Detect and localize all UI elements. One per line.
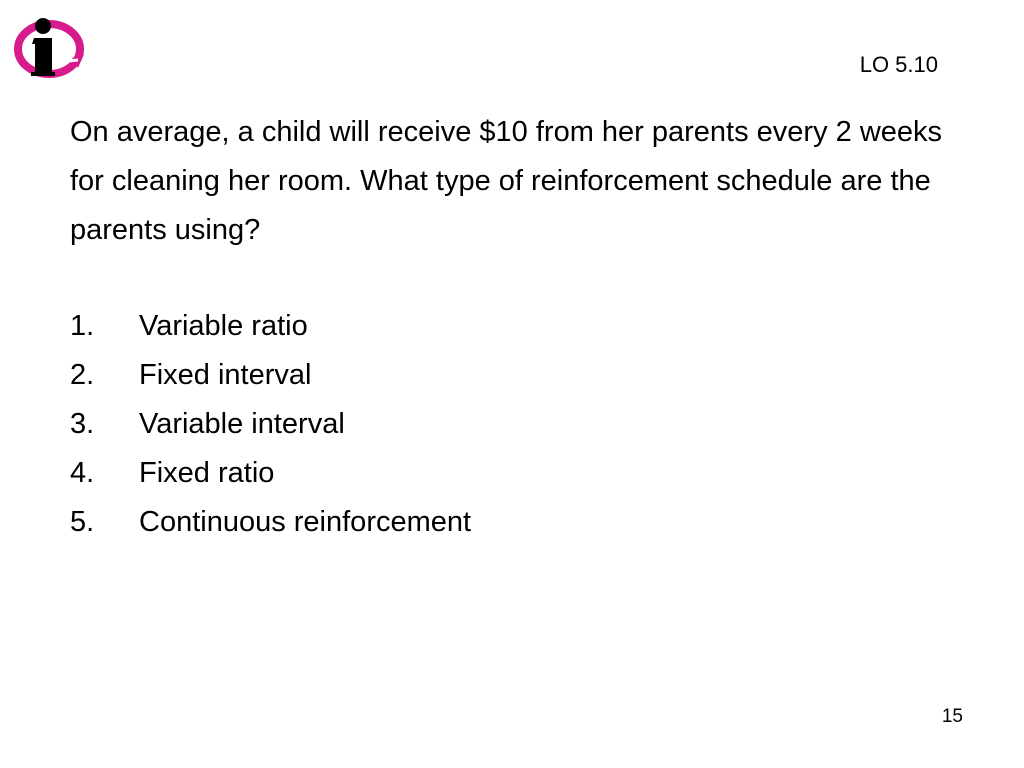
option-number: 4. — [70, 457, 95, 489]
option-text: Fixed ratio — [139, 457, 275, 489]
option-number: 1. — [70, 310, 95, 342]
answer-option-2[interactable] — [70, 351, 870, 400]
option-number: 5. — [70, 506, 95, 538]
page-number: 15 — [941, 706, 963, 727]
answer-options-list — [70, 302, 870, 547]
learning-objective-label: LO 5.10 — [859, 52, 938, 77]
answer-option-4[interactable] — [70, 449, 870, 498]
answer-option-5[interactable] — [70, 498, 870, 547]
option-text: Variable ratio — [139, 310, 308, 342]
answer-option-3[interactable] — [70, 400, 870, 449]
option-number: 2. — [70, 359, 95, 391]
question-text: On average, a child will receive $10 from her parents every 2 weeks for cleaning her room. What type of reinforcement schedule are the parents using? — [70, 116, 943, 246]
option-text: Continuous reinforcement — [139, 506, 472, 538]
option-text: Fixed interval — [139, 359, 312, 391]
option-number: 3. — [70, 408, 95, 440]
info-person-logo-icon — [12, 14, 86, 80]
answer-option-1[interactable] — [70, 302, 870, 351]
option-text: Variable interval — [139, 408, 345, 440]
